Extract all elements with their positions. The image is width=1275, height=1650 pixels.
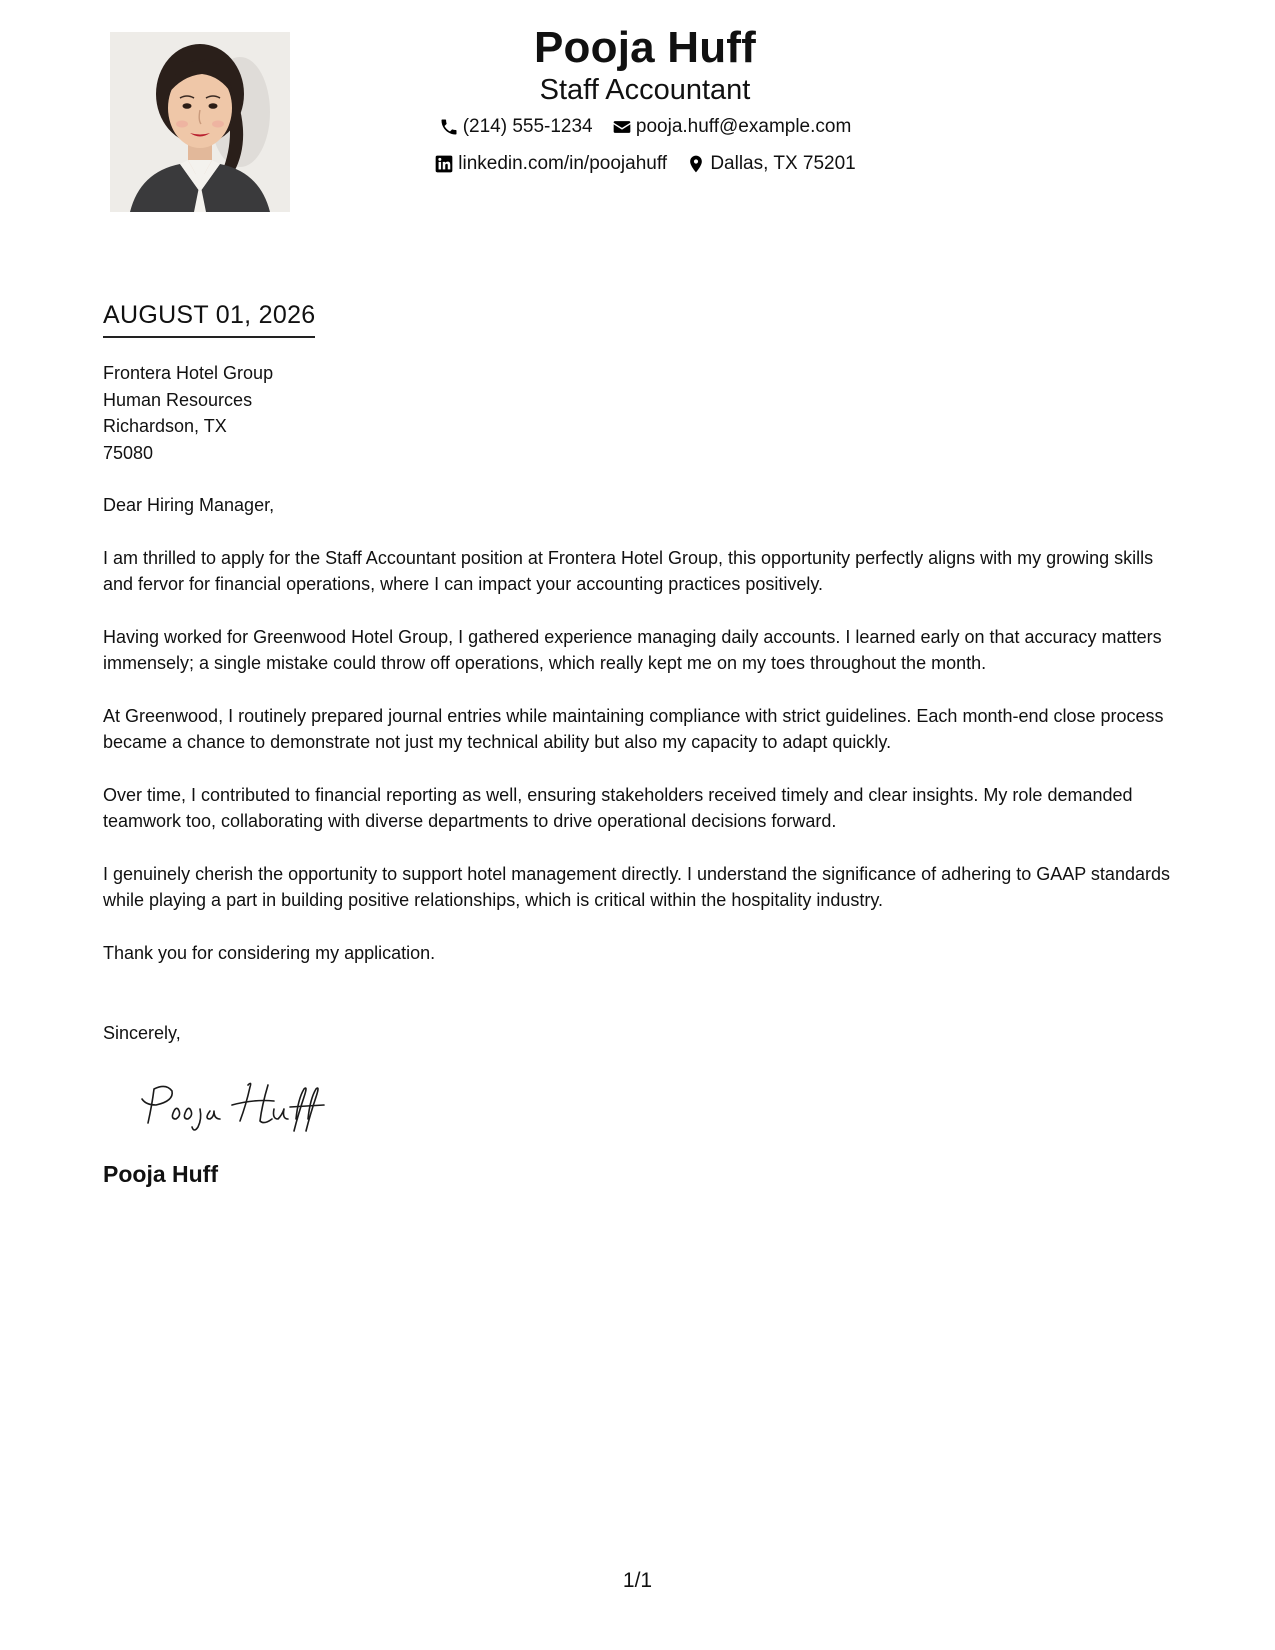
- letter-body: [103, 492, 1183, 993]
- recipient-department: Human Resources: [103, 389, 253, 410]
- contact-row-1: [380, 115, 910, 144]
- paragraph: I genuinely cherish the opportunity to support hotel management directly. I understand the significance of adhering to GAAP standards while playing a part in building positive relationships, which is critical within the hospitality industry.: [103, 864, 1170, 910]
- recipient-city-state: Richardson, TX: [103, 416, 227, 436]
- linkedin-icon: [434, 154, 454, 174]
- candidate-name: Pooja Huff: [534, 23, 756, 72]
- contact-phone: [439, 115, 593, 139]
- paragraph: Having worked for Greenwood Hotel Group, I gathered experience managing daily accounts. I learned early on that accuracy matters immensely; a single mistake could throw off operations, which really kept me on my toes throughout the month.: [103, 627, 1162, 673]
- profile-photo: [110, 32, 290, 212]
- contact-row-2: [380, 152, 910, 181]
- linkedin-text: linkedin.com/in/poojahuff: [458, 153, 668, 174]
- contact-email: [612, 115, 851, 139]
- map-pin-icon: [686, 154, 706, 174]
- recipient-zip: 75080: [103, 442, 154, 463]
- email-text: pooja.huff@example.com: [635, 116, 852, 137]
- salutation: Dear Hiring Manager,: [103, 495, 275, 515]
- location-text: Dallas, TX 75201: [710, 153, 856, 174]
- contact-location: [686, 152, 855, 176]
- paragraph: Over time, I contributed to financial reporting as well, ensuring stakeholders received timely and clear insights. My role demanded teamwork too, collaborating with diverse departments to drive operational decisions forward.: [103, 785, 1133, 831]
- page-number: 1/1: [622, 1569, 653, 1592]
- header: [380, 22, 910, 181]
- letter-date: AUGUST 01, 2026: [103, 300, 315, 338]
- paragraph: Thank you for considering my application.: [103, 943, 436, 963]
- recipient-company: Frontera Hotel Group: [103, 363, 274, 383]
- handwritten-signature: [136, 1075, 336, 1135]
- phone-text: (214) 555-1234: [462, 116, 593, 137]
- envelope-icon: [612, 117, 632, 137]
- signer-name: Pooja Huff: [103, 1161, 218, 1187]
- paragraph: At Greenwood, I routinely prepared journal entries while maintaining compliance with strict guidelines. Each month-end close process became a chance to demonstrate not just my technical ability but also my capacity to adapt quickly.: [103, 706, 1164, 752]
- paragraph: I am thrilled to apply for the Staff Accountant position at Frontera Hotel Group, this opportunity perfectly aligns with my growing skills and fervor for financial operations, where I can impact your accounting practices positively.: [103, 548, 1154, 594]
- closing: Sincerely,: [103, 1023, 181, 1043]
- contact-linkedin: [434, 152, 667, 176]
- recipient-address: [103, 360, 273, 466]
- phone-icon: [439, 117, 459, 137]
- job-title: Staff Accountant: [539, 74, 751, 106]
